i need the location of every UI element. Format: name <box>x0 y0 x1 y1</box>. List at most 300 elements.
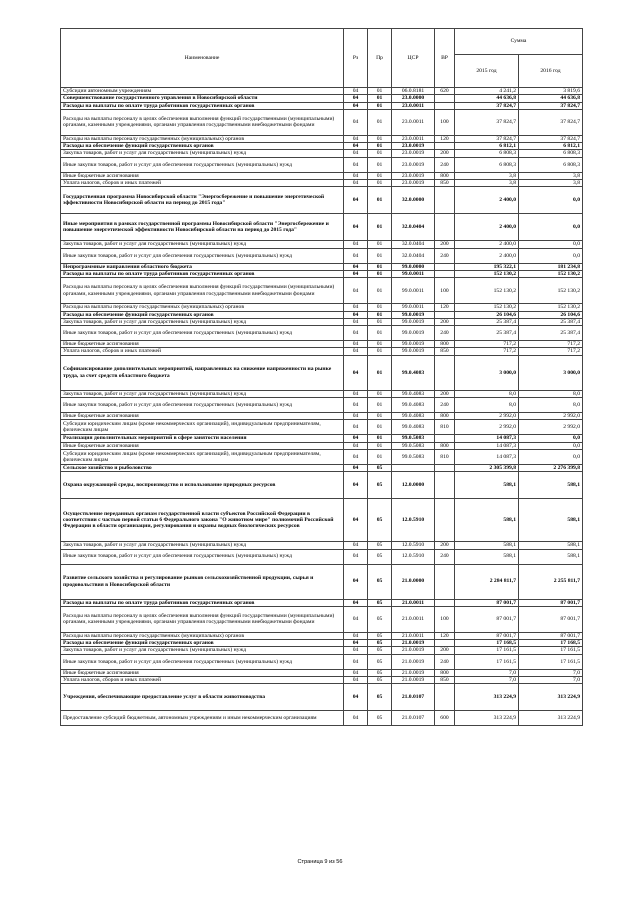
row-sum-2015: 3 000,0 <box>455 355 519 390</box>
row-sum-2015: 2 284 811,7 <box>455 564 519 599</box>
table-row <box>61 669 583 676</box>
row-sum-2016: 0,0 <box>519 241 583 248</box>
row-sum-2016: 0,0 <box>519 214 583 241</box>
table-row <box>61 499 583 542</box>
row-rz: 04 <box>344 150 368 157</box>
row-sum-2016: 87 001,7 <box>519 599 583 606</box>
row-rz: 04 <box>344 88 368 95</box>
row-sum-2016: 588,1 <box>519 472 583 499</box>
row-csr: 12.0.5910 <box>392 542 435 549</box>
row-pr: 01 <box>368 348 392 355</box>
row-pr: 01 <box>368 187 392 214</box>
table-row <box>61 157 583 172</box>
table-row <box>61 640 583 647</box>
row-csr: 99.0.4083 <box>392 390 435 397</box>
row-rz: 04 <box>344 669 368 676</box>
row-vr <box>435 599 455 606</box>
row-vr: 120 <box>435 304 455 311</box>
row-csr: 23.0.0011 <box>392 109 435 135</box>
row-name: Расходы на выплаты персоналу государственных (муниципальных) органов <box>61 632 344 639</box>
row-rz: 04 <box>344 143 368 150</box>
row-sum-2016: 3 000,0 <box>519 355 583 390</box>
row-sum-2015: 6 808,3 <box>455 157 519 172</box>
row-sum-2016: 17 161,5 <box>519 654 583 669</box>
row-sum-2015: 8,0 <box>455 390 519 397</box>
row-csr: 23.0.0019 <box>392 180 435 187</box>
row-vr: 200 <box>435 150 455 157</box>
row-vr: 600 <box>435 711 455 726</box>
table-row <box>61 464 583 471</box>
row-vr: 620 <box>435 88 455 95</box>
row-sum-2016: 0,0 <box>519 248 583 263</box>
row-sum-2016: 152 130,2 <box>519 278 583 304</box>
row-name: Расходы на выплаты персоналу государственных (муниципальных) органов <box>61 304 344 311</box>
row-rz: 04 <box>344 248 368 263</box>
row-pr: 05 <box>368 640 392 647</box>
row-pr: 01 <box>368 341 392 348</box>
row-sum-2016: 7,0 <box>519 677 583 684</box>
row-sum-2016: 37 824,7 <box>519 102 583 109</box>
row-name: Реализация дополнительных мероприятий в сфере занятости населения <box>61 435 344 442</box>
row-sum-2015: 7,0 <box>455 677 519 684</box>
row-pr: 01 <box>368 263 392 270</box>
row-csr: 23.0.0019 <box>392 157 435 172</box>
table-row <box>61 549 583 564</box>
row-rz: 04 <box>344 654 368 669</box>
table-row <box>61 150 583 157</box>
row-pr: 01 <box>368 150 392 157</box>
row-name: Охрана окружающей среды, воспроизводство и использование природных ресурсов <box>61 472 344 499</box>
row-sum-2016: 3,8 <box>519 172 583 179</box>
table-row <box>61 278 583 304</box>
row-rz: 04 <box>344 278 368 304</box>
row-pr: 05 <box>368 549 392 564</box>
row-sum-2015: 152 130,2 <box>455 270 519 277</box>
row-pr: 05 <box>368 542 392 549</box>
row-name: Уплата налогов, сборов и иных платежей <box>61 348 344 355</box>
row-rz: 04 <box>344 263 368 270</box>
row-vr: 200 <box>435 241 455 248</box>
table-row <box>61 95 583 102</box>
table-row <box>61 420 583 435</box>
table-row <box>61 542 583 549</box>
row-sum-2015: 37 824,7 <box>455 102 519 109</box>
row-sum-2016: 717,2 <box>519 348 583 355</box>
row-pr: 01 <box>368 398 392 413</box>
row-name: Иные закупки товаров, работ и услуг для обеспечения государственных (муниципальных) нужд <box>61 549 344 564</box>
row-csr: 21.0.0000 <box>392 564 435 599</box>
row-rz: 04 <box>344 157 368 172</box>
row-pr: 05 <box>368 564 392 599</box>
row-vr: 100 <box>435 606 455 632</box>
row-vr: 850 <box>435 677 455 684</box>
row-name: Субсидии юридическим лицам (кроме некоммерческих организаций), индивидуальным предпринимателям, физическим лицам <box>61 449 344 464</box>
header-name: Наименование <box>61 29 344 88</box>
header-sum: Сумма <box>455 29 583 55</box>
row-csr: 21.0.0019 <box>392 640 435 647</box>
table-row <box>61 180 583 187</box>
row-rz: 04 <box>344 684 368 711</box>
row-csr: 21.0.0019 <box>392 654 435 669</box>
row-pr: 01 <box>368 248 392 263</box>
row-sum-2016: 588,1 <box>519 499 583 542</box>
row-pr: 01 <box>368 95 392 102</box>
row-vr: 240 <box>435 654 455 669</box>
header-year-2015: 2015 год <box>455 55 519 88</box>
row-sum-2016: 17 161,5 <box>519 647 583 654</box>
row-pr: 01 <box>368 241 392 248</box>
row-rz: 04 <box>344 420 368 435</box>
table-row <box>61 326 583 341</box>
row-name: Закупка товаров, работ и услуг для государственных (муниципальных) нужд <box>61 150 344 157</box>
table-row <box>61 711 583 726</box>
row-rz: 04 <box>344 187 368 214</box>
row-sum-2016: 7,0 <box>519 669 583 676</box>
row-sum-2015: 25 387,4 <box>455 318 519 325</box>
table-row <box>61 135 583 142</box>
row-pr: 01 <box>368 270 392 277</box>
budget-sheet <box>60 28 582 726</box>
table-row <box>61 355 583 390</box>
row-sum-2016: 181 234,8 <box>519 263 583 270</box>
row-rz: 04 <box>344 542 368 549</box>
row-rz: 04 <box>344 549 368 564</box>
row-sum-2015: 25 387,4 <box>455 326 519 341</box>
table-row <box>61 435 583 442</box>
row-name: Иные мероприятия в рамках государственной программы Новосибирской области "Энергосбережение и повышение энергетической эффективности Новосибирской области на период до 2015 года" <box>61 214 344 241</box>
row-pr: 01 <box>368 278 392 304</box>
row-csr: 23.0.0019 <box>392 172 435 179</box>
row-sum-2015: 17 168,5 <box>455 640 519 647</box>
row-sum-2016: 313 224,9 <box>519 711 583 726</box>
row-pr: 01 <box>368 413 392 420</box>
row-name: Расходы на обеспечение функций государственных органов <box>61 311 344 318</box>
row-rz: 04 <box>344 241 368 248</box>
row-name: Иные закупки товаров, работ и услуг для обеспечения государственных (муниципальных) нужд <box>61 326 344 341</box>
row-rz: 04 <box>344 355 368 390</box>
row-csr: 12.0.0000 <box>392 472 435 499</box>
row-sum-2016: 2 992,0 <box>519 413 583 420</box>
row-csr: 21.0.0107 <box>392 711 435 726</box>
row-sum-2015: 37 824,7 <box>455 135 519 142</box>
table-row <box>61 102 583 109</box>
row-name: Субсидии автономным учреждениям <box>61 88 344 95</box>
row-rz: 04 <box>344 390 368 397</box>
row-vr <box>435 355 455 390</box>
row-csr: 99.0.0000 <box>392 263 435 270</box>
row-csr: 99.0.0019 <box>392 326 435 341</box>
row-rz: 04 <box>344 172 368 179</box>
row-name: Государственная программа Новосибирской области "Энергосбережение и повышение энергетической эффективности Новосибирской области на период до 2015 года" <box>61 187 344 214</box>
row-name: Субсидии юридическим лицам (кроме некоммерческих организаций), индивидуальным предпринимателям, физическим лицам <box>61 420 344 435</box>
row-name: Предоставление субсидий бюджетным, автономным учреждениям и иным некоммерческим организациям <box>61 711 344 726</box>
row-name: Уплата налогов, сборов и иных платежей <box>61 180 344 187</box>
row-sum-2015: 8,0 <box>455 398 519 413</box>
table-row <box>61 647 583 654</box>
row-csr: 99.0.4083 <box>392 355 435 390</box>
row-csr: 23.0.0011 <box>392 135 435 142</box>
row-pr: 01 <box>368 449 392 464</box>
row-sum-2016: 37 824,7 <box>519 109 583 135</box>
row-sum-2016: 0,0 <box>519 187 583 214</box>
row-rz: 04 <box>344 449 368 464</box>
row-rz: 04 <box>344 102 368 109</box>
row-vr: 100 <box>435 109 455 135</box>
row-name: Иные бюджетные ассигнования <box>61 413 344 420</box>
row-sum-2016: 588,1 <box>519 542 583 549</box>
page-number: Страница 9 из 56 <box>297 859 343 865</box>
row-pr: 05 <box>368 599 392 606</box>
row-pr: 01 <box>368 318 392 325</box>
table-row <box>61 263 583 270</box>
row-sum-2015: 14 087,3 <box>455 442 519 449</box>
table-row <box>61 449 583 464</box>
row-pr: 01 <box>368 135 392 142</box>
row-rz: 04 <box>344 472 368 499</box>
row-pr: 01 <box>368 214 392 241</box>
row-vr: 800 <box>435 669 455 676</box>
row-pr: 01 <box>368 109 392 135</box>
row-vr <box>435 143 455 150</box>
row-sum-2016: 6 812,1 <box>519 143 583 150</box>
row-vr: 850 <box>435 180 455 187</box>
row-vr: 240 <box>435 326 455 341</box>
row-pr: 01 <box>368 326 392 341</box>
row-sum-2016: 8,0 <box>519 390 583 397</box>
row-rz: 04 <box>344 599 368 606</box>
row-sum-2016: 25 387,4 <box>519 326 583 341</box>
row-rz: 04 <box>344 180 368 187</box>
row-pr: 05 <box>368 499 392 542</box>
row-sum-2015: 3,8 <box>455 172 519 179</box>
row-sum-2015: 17 161,5 <box>455 654 519 669</box>
row-name: Расходы на выплаты по оплате труда работников государственных органов <box>61 599 344 606</box>
row-csr: 99.0.5083 <box>392 435 435 442</box>
header-csr: ЦСР <box>392 29 435 88</box>
row-vr <box>435 684 455 711</box>
row-vr <box>435 95 455 102</box>
row-vr: 200 <box>435 542 455 549</box>
row-csr: 21.0.0019 <box>392 647 435 654</box>
row-name: Совершенствование государственного управления в Новосибирской области <box>61 95 344 102</box>
row-vr <box>435 472 455 499</box>
row-name: Расходы на обеспечение функций государственных органов <box>61 143 344 150</box>
table-row <box>61 341 583 348</box>
row-name: Непрограммные направления областного бюджета <box>61 263 344 270</box>
row-csr: 21.0.0011 <box>392 599 435 606</box>
table-row <box>61 599 583 606</box>
row-csr: 99.0.0011 <box>392 278 435 304</box>
table-row <box>61 88 583 95</box>
row-vr: 800 <box>435 341 455 348</box>
table-row <box>61 398 583 413</box>
table-row <box>61 304 583 311</box>
row-sum-2016: 0,0 <box>519 449 583 464</box>
row-sum-2015: 3,8 <box>455 180 519 187</box>
row-pr: 01 <box>368 88 392 95</box>
header-rz: Рз <box>344 29 368 88</box>
row-sum-2015: 588,1 <box>455 472 519 499</box>
row-name: Иные закупки товаров, работ и услуг для обеспечения государственных (муниципальных) нужд <box>61 248 344 263</box>
row-sum-2015: 2 400,0 <box>455 248 519 263</box>
row-sum-2016: 25 387,4 <box>519 318 583 325</box>
table-row <box>61 632 583 639</box>
row-vr: 800 <box>435 172 455 179</box>
row-pr: 05 <box>368 684 392 711</box>
table-row <box>61 248 583 263</box>
row-sum-2015: 6 812,1 <box>455 143 519 150</box>
row-rz: 04 <box>344 214 368 241</box>
row-name: Иные бюджетные ассигнования <box>61 172 344 179</box>
row-name: Закупка товаров, работ и услуг для государственных (муниципальных) нужд <box>61 390 344 397</box>
row-pr: 01 <box>368 442 392 449</box>
row-vr: 800 <box>435 442 455 449</box>
row-sum-2016: 37 824,7 <box>519 135 583 142</box>
row-csr <box>392 464 435 471</box>
table-row <box>61 109 583 135</box>
row-sum-2016: 44 636,8 <box>519 95 583 102</box>
row-name: Осуществление переданных органам государственной власти субъектов Российской Федерации в соответствии с частью первой статьи 6 Федерального закона "О животном мире" полномочий Российской Федерации в области организации, регулирования и охраны водных биологических ресурсов <box>61 499 344 542</box>
row-vr <box>435 564 455 599</box>
row-sum-2016: 152 130,2 <box>519 304 583 311</box>
row-sum-2016: 8,0 <box>519 398 583 413</box>
row-csr: 99.0.0011 <box>392 304 435 311</box>
table-row <box>61 270 583 277</box>
row-sum-2015: 6 808,3 <box>455 150 519 157</box>
table-row <box>61 390 583 397</box>
table-row <box>61 684 583 711</box>
row-rz: 04 <box>344 677 368 684</box>
row-name: Иные бюджетные ассигнования <box>61 341 344 348</box>
table-row <box>61 442 583 449</box>
row-name: Расходы на выплаты персоналу в целях обеспечения выполнения функций государственными (муниципальными) органами, казенными учреждениями, органами управления государственными внебюджетными фондами <box>61 606 344 632</box>
row-name: Иные закупки товаров, работ и услуг для обеспечения государственных (муниципальных) нужд <box>61 654 344 669</box>
row-sum-2015: 2 305 399,8 <box>455 464 519 471</box>
row-csr: 23.0.0019 <box>392 143 435 150</box>
row-rz: 04 <box>344 711 368 726</box>
row-pr: 01 <box>368 157 392 172</box>
row-csr: 21.0.0011 <box>392 632 435 639</box>
row-sum-2015: 26 104,6 <box>455 311 519 318</box>
row-vr <box>435 102 455 109</box>
row-name: Закупка товаров, работ и услуг для государственных (муниципальных) нужд <box>61 542 344 549</box>
row-vr: 240 <box>435 549 455 564</box>
row-csr: 99.0.4083 <box>392 413 435 420</box>
row-pr: 01 <box>368 311 392 318</box>
row-vr: 240 <box>435 248 455 263</box>
table-row <box>61 413 583 420</box>
row-csr: 99.0.0019 <box>392 311 435 318</box>
row-vr <box>435 499 455 542</box>
row-pr: 05 <box>368 669 392 676</box>
table-body <box>61 88 583 726</box>
row-sum-2016: 6 808,3 <box>519 157 583 172</box>
row-rz: 04 <box>344 341 368 348</box>
row-sum-2015: 588,1 <box>455 542 519 549</box>
row-rz: 04 <box>344 435 368 442</box>
row-csr: 99.0.0019 <box>392 348 435 355</box>
row-pr: 01 <box>368 355 392 390</box>
row-sum-2015: 2 400,0 <box>455 241 519 248</box>
row-name: Расходы на выплаты персоналу в целях обеспечения выполнения функций государственными (муниципальными) органами, казенными учреждениями, органами управления государственными внебюджетными фондами <box>61 278 344 304</box>
row-sum-2016: 26 104,6 <box>519 311 583 318</box>
table-row <box>61 654 583 669</box>
row-rz: 04 <box>344 135 368 142</box>
row-sum-2015: 17 161,5 <box>455 647 519 654</box>
row-pr: 05 <box>368 647 392 654</box>
row-csr: 23.0.0011 <box>392 102 435 109</box>
row-rz: 04 <box>344 95 368 102</box>
table-row <box>61 214 583 241</box>
row-sum-2015: 14 087,3 <box>455 435 519 442</box>
header-year-2016: 2016 год <box>519 55 583 88</box>
table-row <box>61 472 583 499</box>
row-vr <box>435 270 455 277</box>
row-vr: 810 <box>435 449 455 464</box>
row-sum-2016: 87 001,7 <box>519 632 583 639</box>
row-sum-2016: 3,8 <box>519 180 583 187</box>
row-vr: 120 <box>435 135 455 142</box>
row-csr: 12.0.5910 <box>392 499 435 542</box>
row-vr <box>435 214 455 241</box>
row-vr: 810 <box>435 420 455 435</box>
row-csr: 32.0.0404 <box>392 248 435 263</box>
row-sum-2015: 313 224,9 <box>455 684 519 711</box>
row-csr: 12.0.5910 <box>392 549 435 564</box>
table-row <box>61 172 583 179</box>
table-row <box>61 143 583 150</box>
row-sum-2015: 2 400,0 <box>455 187 519 214</box>
row-csr: 21.0.0107 <box>392 684 435 711</box>
row-sum-2015: 717,2 <box>455 341 519 348</box>
row-vr: 240 <box>435 398 455 413</box>
row-name: Уплата налогов, сборов и иных платежей <box>61 677 344 684</box>
row-csr: 23.0.0000 <box>392 95 435 102</box>
table-row <box>61 564 583 599</box>
row-pr: 05 <box>368 677 392 684</box>
row-name: Сельское хозяйство и рыболовство <box>61 464 344 471</box>
row-vr <box>435 435 455 442</box>
row-sum-2015: 87 001,7 <box>455 606 519 632</box>
row-pr: 01 <box>368 172 392 179</box>
row-vr: 200 <box>435 390 455 397</box>
row-rz: 04 <box>344 270 368 277</box>
row-pr: 01 <box>368 420 392 435</box>
row-sum-2016: 0,0 <box>519 442 583 449</box>
row-sum-2016: 313 224,9 <box>519 684 583 711</box>
row-rz: 04 <box>344 632 368 639</box>
row-pr: 05 <box>368 632 392 639</box>
row-pr: 01 <box>368 143 392 150</box>
row-vr: 200 <box>435 318 455 325</box>
row-pr: 01 <box>368 390 392 397</box>
row-vr <box>435 263 455 270</box>
row-vr: 800 <box>435 413 455 420</box>
row-sum-2016: 3 819,6 <box>519 88 583 95</box>
table-row <box>61 606 583 632</box>
header-vr: ВР <box>435 29 455 88</box>
row-name: Развитие сельского хозяйства и регулирование рынков сельскохозяйственной продукции, сырья и продовольствия в Новосибирской области <box>61 564 344 599</box>
row-csr: 32.0.0000 <box>392 187 435 214</box>
table-header <box>61 29 583 88</box>
row-pr: 05 <box>368 654 392 669</box>
row-sum-2016: 717,2 <box>519 341 583 348</box>
row-name: Закупка товаров, работ и услуг для государственных (муниципальных) нужд <box>61 241 344 248</box>
row-rz: 04 <box>344 304 368 311</box>
row-rz: 04 <box>344 499 368 542</box>
row-rz: 04 <box>344 318 368 325</box>
row-csr: 99.0.0019 <box>392 318 435 325</box>
